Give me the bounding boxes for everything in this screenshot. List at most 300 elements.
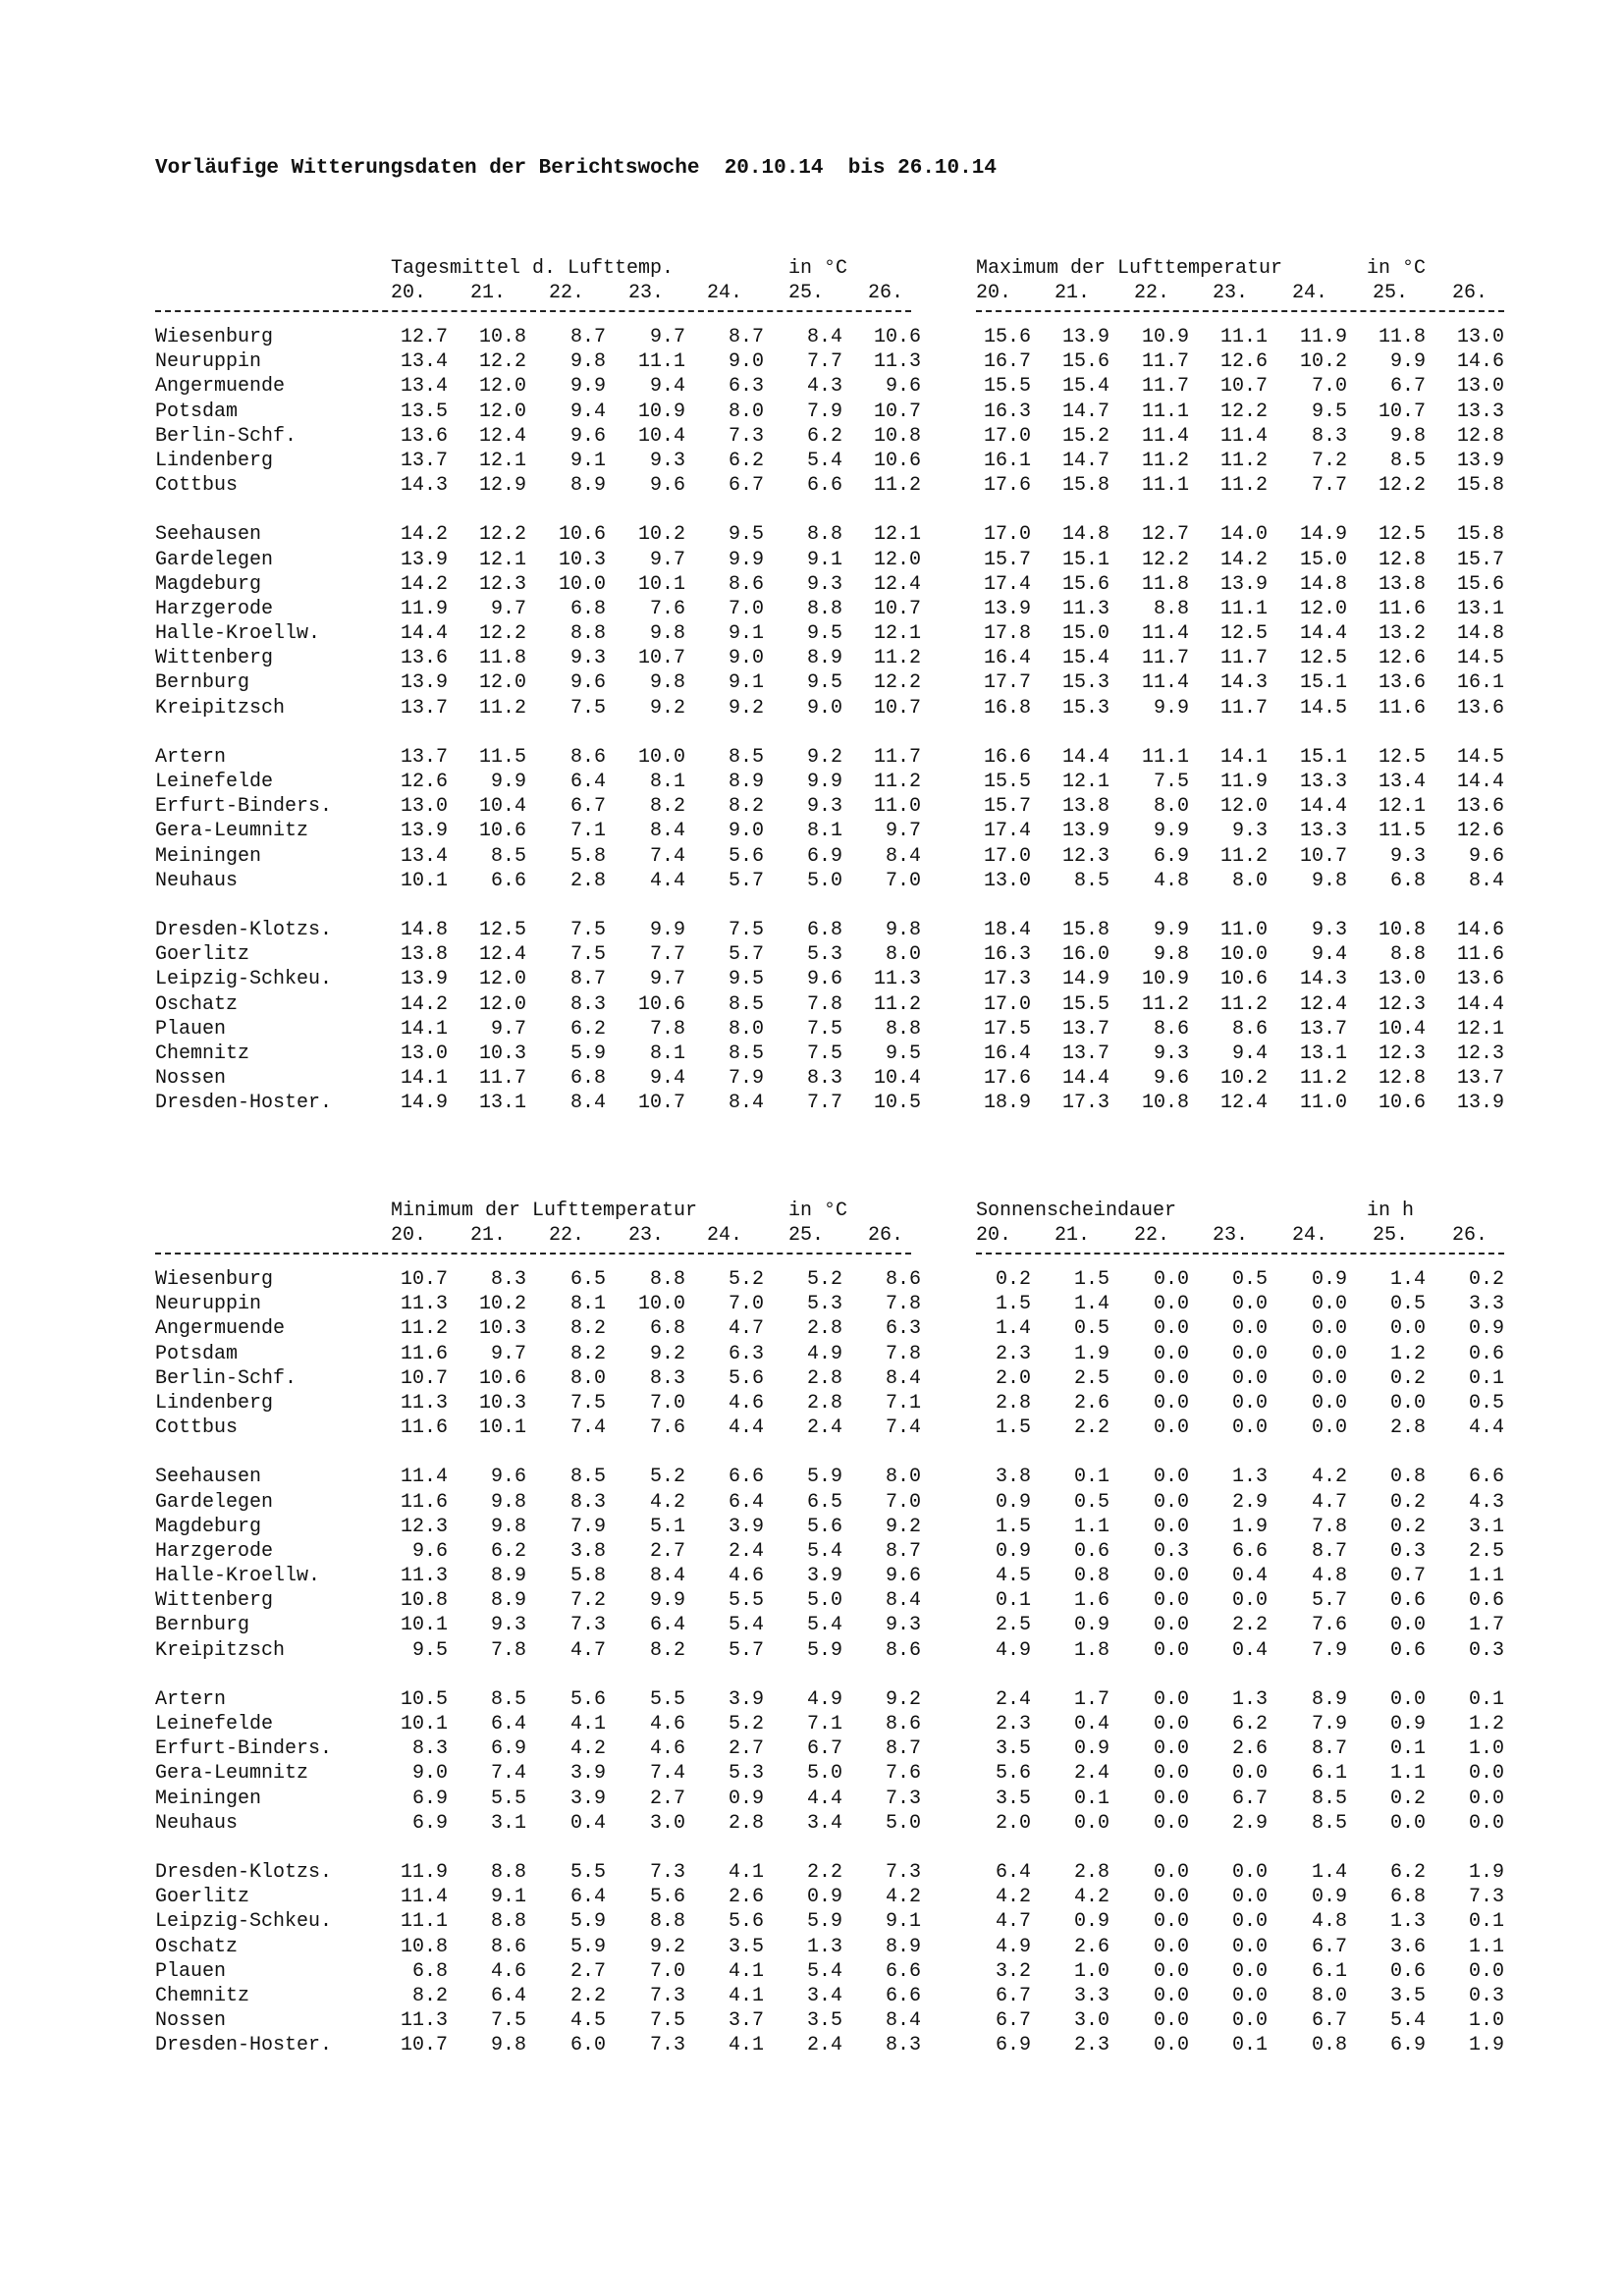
table-row xyxy=(155,1565,1510,1589)
value-cell-left: 10.9 xyxy=(637,400,685,423)
value-cell-left: 12.4 xyxy=(873,572,921,596)
value-cell-left: 9.8 xyxy=(569,350,606,374)
value-cell-left: 6.3 xyxy=(885,1317,921,1341)
value-cell-left: 7.1 xyxy=(569,820,606,843)
value-cell-right: 8.5 xyxy=(1073,869,1109,892)
value-cell-right: 0.4 xyxy=(1073,1713,1109,1735)
value-cell-left: 4.2 xyxy=(885,1886,921,1909)
value-cell-left: 10.7 xyxy=(400,1366,448,1390)
value-cell-right: 0.6 xyxy=(1389,1589,1426,1613)
value-cell-right: 10.2 xyxy=(1219,1067,1268,1091)
value-cell-right: 0.0 xyxy=(1153,1391,1189,1415)
value-cell-right: 0.8 xyxy=(1311,2034,1347,2057)
header-titles xyxy=(155,257,1510,282)
value-cell-left: 2.4 xyxy=(806,2034,842,2057)
value-cell-right: 3.6 xyxy=(1389,1935,1426,1958)
value-cell-left: 3.7 xyxy=(728,2009,764,2033)
value-cell-left: 8.5 xyxy=(569,1466,606,1489)
value-cell-right: 10.2 xyxy=(1299,350,1347,374)
value-cell-right: 15.3 xyxy=(1061,671,1109,695)
value-cell-right: 0.0 xyxy=(1153,1638,1189,1662)
value-cell-right: 0.0 xyxy=(1153,1589,1189,1613)
value-cell-left: 4.4 xyxy=(806,1787,842,1810)
value-cell-left: 5.1 xyxy=(649,1515,685,1538)
value-cell-right: 11.8 xyxy=(1378,326,1426,348)
value-cell-left: 5.2 xyxy=(806,1268,842,1291)
value-cell-right: 0.0 xyxy=(1231,1886,1268,1909)
value-cell-left: 10.0 xyxy=(558,572,606,596)
station-name: Lindenberg xyxy=(155,449,274,472)
value-cell-right: 8.8 xyxy=(1153,597,1189,620)
header-titles xyxy=(155,1200,1510,1224)
value-cell-right: 0.2 xyxy=(1389,1490,1426,1514)
value-cell-left: 8.4 xyxy=(885,844,921,868)
value-cell-right: 2.6 xyxy=(1073,1391,1109,1415)
station-name: Neuruppin xyxy=(155,350,262,374)
value-cell-right: 11.9 xyxy=(1219,771,1268,793)
value-cell-right: 0.0 xyxy=(1153,1342,1189,1365)
value-cell-left: 7.0 xyxy=(885,1490,921,1514)
value-cell-left: 5.6 xyxy=(728,1910,764,1934)
header-days xyxy=(155,1224,1510,1249)
value-cell-right: 0.9 xyxy=(1073,1614,1109,1637)
value-cell-right: 16.4 xyxy=(983,1041,1031,1065)
value-cell-right: 11.3 xyxy=(1061,597,1109,620)
station-name: Wittenberg xyxy=(155,647,274,670)
value-cell-right: 2.0 xyxy=(995,1811,1031,1835)
station-group xyxy=(155,1466,1510,1664)
value-cell-left: 3.1 xyxy=(490,1811,526,1835)
value-cell-left: 9.6 xyxy=(490,1466,526,1489)
value-cell-left: 10.6 xyxy=(558,523,606,547)
value-cell-right: 11.2 xyxy=(1219,449,1268,472)
left-section-title: Minimum der Lufttemperatur xyxy=(391,1200,698,1222)
value-cell-left: 2.8 xyxy=(806,1317,842,1341)
station-name: Leipzig-Schkeu. xyxy=(155,1910,333,1934)
value-cell-right: 1.1 xyxy=(1073,1515,1109,1538)
value-cell-left: 5.9 xyxy=(569,1935,606,1958)
value-cell-left: 8.0 xyxy=(569,1366,606,1390)
value-cell-left: 10.1 xyxy=(400,1713,448,1735)
value-cell-left: 2.7 xyxy=(728,1737,764,1761)
value-cell-left: 8.8 xyxy=(806,523,842,547)
value-cell-left: 8.4 xyxy=(885,2009,921,2033)
value-cell-right: 0.3 xyxy=(1153,1539,1189,1563)
value-cell-right: 10.7 xyxy=(1378,400,1426,423)
value-cell-right: 0.0 xyxy=(1153,1268,1189,1291)
day-header-left: 26. xyxy=(868,282,904,304)
table-row xyxy=(155,450,1510,474)
value-cell-right: 0.0 xyxy=(1153,1416,1189,1440)
value-cell-left: 5.7 xyxy=(728,869,764,892)
station-group xyxy=(155,1861,1510,2059)
value-cell-left: 5.5 xyxy=(649,1687,685,1711)
value-cell-left: 2.6 xyxy=(728,1886,764,1909)
value-cell-right: 1.3 xyxy=(1231,1687,1268,1711)
value-cell-left: 7.6 xyxy=(649,597,685,620)
value-cell-left: 8.3 xyxy=(649,1366,685,1390)
value-cell-right: 14.1 xyxy=(1219,745,1268,769)
day-header-left: 22. xyxy=(549,282,585,304)
value-cell-left: 9.5 xyxy=(728,968,764,991)
value-cell-right: 1.4 xyxy=(1073,1293,1109,1316)
value-cell-right: 0.6 xyxy=(1073,1539,1109,1563)
right-section-unit: in h xyxy=(1367,1200,1415,1222)
value-cell-left: 11.2 xyxy=(873,647,921,670)
value-cell-left: 13.7 xyxy=(400,696,448,720)
station-name: Potsdam xyxy=(155,400,239,423)
value-cell-right: 4.9 xyxy=(995,1935,1031,1958)
value-cell-right: 2.4 xyxy=(995,1687,1031,1711)
value-cell-right: 0.0 xyxy=(1231,1935,1268,1958)
value-cell-right: 0.0 xyxy=(1231,1416,1268,1440)
value-cell-left: 10.7 xyxy=(873,400,921,423)
value-cell-left: 9.8 xyxy=(490,1490,526,1514)
value-cell-left: 5.4 xyxy=(806,449,842,472)
value-cell-left: 7.5 xyxy=(806,1017,842,1041)
value-cell-left: 8.7 xyxy=(885,1737,921,1761)
value-cell-right: 16.6 xyxy=(983,745,1031,769)
value-cell-left: 7.5 xyxy=(806,1041,842,1065)
value-cell-left: 12.9 xyxy=(478,474,526,498)
day-header-left: 21. xyxy=(470,1224,507,1247)
station-name: Seehausen xyxy=(155,1466,262,1489)
value-cell-left: 9.7 xyxy=(885,820,921,843)
value-cell-right: 8.7 xyxy=(1311,1539,1347,1563)
value-cell-right: 12.5 xyxy=(1219,622,1268,646)
value-cell-right: 0.0 xyxy=(1389,1391,1426,1415)
value-cell-right: 7.8 xyxy=(1311,1515,1347,1538)
value-cell-left: 8.9 xyxy=(728,771,764,793)
value-cell-right: 12.0 xyxy=(1219,795,1268,819)
value-cell-left: 6.3 xyxy=(728,1342,764,1365)
value-cell-right: 2.0 xyxy=(995,1366,1031,1390)
value-cell-left: 6.4 xyxy=(569,1886,606,1909)
value-cell-left: 9.6 xyxy=(885,375,921,399)
value-cell-left: 7.1 xyxy=(806,1713,842,1735)
value-cell-left: 12.2 xyxy=(873,671,921,695)
day-header-left: 24. xyxy=(707,282,743,304)
value-cell-right: 4.8 xyxy=(1153,869,1189,892)
value-cell-right: 11.1 xyxy=(1141,745,1189,769)
value-cell-left: 10.0 xyxy=(637,1293,685,1316)
value-cell-right: 9.4 xyxy=(1231,1041,1268,1065)
value-cell-left: 10.0 xyxy=(637,745,685,769)
value-cell-left: 2.8 xyxy=(806,1366,842,1390)
value-cell-left: 12.0 xyxy=(478,375,526,399)
value-cell-right: 2.9 xyxy=(1231,1811,1268,1835)
value-cell-right: 13.1 xyxy=(1456,597,1504,620)
value-cell-right: 2.8 xyxy=(1073,1860,1109,1884)
value-cell-left: 2.7 xyxy=(649,1539,685,1563)
value-cell-right: 14.9 xyxy=(1061,968,1109,991)
day-header-right: 20. xyxy=(976,1224,1012,1247)
value-cell-right: 1.9 xyxy=(1231,1515,1268,1538)
value-cell-right: 13.6 xyxy=(1378,671,1426,695)
value-cell-right: 11.2 xyxy=(1219,844,1268,868)
value-cell-left: 5.6 xyxy=(728,844,764,868)
value-cell-left: 9.9 xyxy=(728,548,764,571)
value-cell-left: 7.6 xyxy=(885,1762,921,1786)
value-cell-left: 6.3 xyxy=(728,375,764,399)
value-cell-left: 8.9 xyxy=(806,647,842,670)
value-cell-right: 8.9 xyxy=(1311,1687,1347,1711)
value-cell-left: 13.5 xyxy=(400,400,448,423)
value-cell-left: 3.9 xyxy=(569,1787,606,1810)
value-cell-left: 7.0 xyxy=(728,1293,764,1316)
value-cell-right: 9.5 xyxy=(1311,400,1347,423)
value-cell-left: 3.5 xyxy=(728,1935,764,1958)
value-cell-left: 4.6 xyxy=(649,1713,685,1735)
value-cell-right: 6.9 xyxy=(1389,2034,1426,2057)
station-group xyxy=(155,326,1510,499)
value-cell-right: 8.0 xyxy=(1153,795,1189,819)
value-cell-right: 9.4 xyxy=(1311,943,1347,967)
value-cell-right: 14.0 xyxy=(1219,523,1268,547)
value-cell-right: 10.8 xyxy=(1378,918,1426,941)
value-cell-right: 12.1 xyxy=(1061,771,1109,793)
value-cell-left: 7.3 xyxy=(649,2034,685,2057)
value-cell-right: 8.5 xyxy=(1311,1811,1347,1835)
value-cell-left: 5.0 xyxy=(885,1811,921,1835)
value-cell-right: 7.9 xyxy=(1311,1638,1347,1662)
value-cell-left: 8.3 xyxy=(885,2034,921,2057)
value-cell-left: 4.3 xyxy=(806,375,842,399)
value-cell-left: 6.4 xyxy=(490,1984,526,2007)
value-cell-left: 11.3 xyxy=(400,1391,448,1415)
day-header-right: 20. xyxy=(976,282,1012,304)
value-cell-right: 8.4 xyxy=(1468,869,1504,892)
value-cell-right: 13.7 xyxy=(1061,1017,1109,1041)
value-cell-right: 0.0 xyxy=(1153,1713,1189,1735)
value-cell-right: 8.7 xyxy=(1311,1737,1347,1761)
value-cell-right: 4.9 xyxy=(995,1638,1031,1662)
value-cell-left: 9.6 xyxy=(569,424,606,448)
value-cell-right: 0.5 xyxy=(1389,1293,1426,1316)
value-cell-left: 9.2 xyxy=(885,1515,921,1538)
value-cell-left: 9.9 xyxy=(490,771,526,793)
value-cell-left: 7.2 xyxy=(569,1589,606,1613)
value-cell-right: 3.3 xyxy=(1468,1293,1504,1316)
table-row xyxy=(155,1392,1510,1416)
value-cell-right: 15.8 xyxy=(1456,523,1504,547)
value-cell-left: 9.6 xyxy=(885,1565,921,1588)
value-cell-left: 14.1 xyxy=(400,1067,448,1091)
value-cell-left: 10.8 xyxy=(400,1935,448,1958)
value-cell-right: 0.1 xyxy=(1468,1910,1504,1934)
value-cell-right: 13.6 xyxy=(1456,795,1504,819)
value-cell-left: 12.1 xyxy=(478,548,526,571)
table-row xyxy=(155,647,1510,671)
value-cell-left: 8.4 xyxy=(806,326,842,348)
value-cell-left: 4.1 xyxy=(569,1713,606,1735)
value-cell-right: 0.0 xyxy=(1153,1293,1189,1316)
value-cell-right: 16.3 xyxy=(983,943,1031,967)
value-cell-left: 4.9 xyxy=(806,1687,842,1711)
value-cell-left: 3.0 xyxy=(649,1811,685,1835)
value-cell-right: 12.5 xyxy=(1378,523,1426,547)
value-cell-left: 12.2 xyxy=(478,622,526,646)
station-name: Wittenberg xyxy=(155,1589,274,1613)
value-cell-left: 5.4 xyxy=(806,1614,842,1637)
value-cell-left: 10.6 xyxy=(873,326,921,348)
value-cell-right: 0.5 xyxy=(1468,1391,1504,1415)
value-cell-right: 0.0 xyxy=(1153,2009,1189,2033)
value-cell-left: 4.6 xyxy=(490,1959,526,1983)
value-cell-left: 8.3 xyxy=(569,1490,606,1514)
value-cell-left: 7.3 xyxy=(728,424,764,448)
value-cell-left: 11.2 xyxy=(873,474,921,498)
value-cell-right: 13.0 xyxy=(983,869,1031,892)
table-row xyxy=(155,968,1510,992)
value-cell-right: 6.4 xyxy=(995,1860,1031,1884)
value-cell-left: 9.1 xyxy=(490,1886,526,1909)
value-cell-left: 7.8 xyxy=(885,1293,921,1316)
value-cell-left: 6.4 xyxy=(728,1490,764,1514)
value-cell-right: 0.0 xyxy=(1231,1984,1268,2007)
value-cell-left: 12.0 xyxy=(873,548,921,571)
station-name: Cottbus xyxy=(155,1416,239,1440)
value-cell-right: 1.4 xyxy=(1389,1268,1426,1291)
value-cell-left: 9.0 xyxy=(411,1762,448,1786)
value-cell-right: 0.1 xyxy=(1231,2034,1268,2057)
value-cell-right: 6.6 xyxy=(1231,1539,1268,1563)
value-cell-right: 6.1 xyxy=(1311,1762,1347,1786)
table-row xyxy=(155,671,1510,696)
value-cell-right: 0.0 xyxy=(1153,1490,1189,1514)
day-header-left: 24. xyxy=(707,1224,743,1247)
value-cell-left: 5.0 xyxy=(806,869,842,892)
value-cell-right: 9.8 xyxy=(1389,424,1426,448)
value-cell-left: 10.1 xyxy=(400,869,448,892)
value-cell-right: 0.0 xyxy=(1468,1762,1504,1786)
value-cell-right: 6.2 xyxy=(1231,1713,1268,1735)
value-cell-left: 10.3 xyxy=(478,1041,526,1065)
value-cell-right: 11.2 xyxy=(1141,449,1189,472)
value-cell-left: 6.2 xyxy=(806,424,842,448)
value-cell-left: 1.3 xyxy=(806,1935,842,1958)
value-cell-right: 13.7 xyxy=(1299,1017,1347,1041)
value-cell-left: 5.9 xyxy=(569,1041,606,1065)
value-cell-left: 11.3 xyxy=(400,2009,448,2033)
value-cell-left: 6.8 xyxy=(569,1067,606,1091)
value-cell-left: 14.1 xyxy=(400,1017,448,1041)
value-cell-right: 14.3 xyxy=(1219,671,1268,695)
value-cell-right: 9.3 xyxy=(1153,1041,1189,1065)
value-cell-left: 10.4 xyxy=(478,795,526,819)
value-cell-right: 13.9 xyxy=(1061,326,1109,348)
value-cell-right: 14.4 xyxy=(1061,1067,1109,1091)
station-name: Wiesenburg xyxy=(155,1268,274,1291)
value-cell-left: 14.3 xyxy=(400,474,448,498)
report-title: Vorläufige Witterungsdaten der Berichtswoche 20.10.14 bis 26.10.14 xyxy=(155,157,997,180)
left-section-unit: in °C xyxy=(788,1200,848,1222)
value-cell-right: 1.0 xyxy=(1468,2009,1504,2033)
value-cell-right: 0.9 xyxy=(1311,1268,1347,1291)
value-cell-left: 9.4 xyxy=(649,375,685,399)
value-cell-right: 1.5 xyxy=(995,1416,1031,1440)
value-cell-left: 8.1 xyxy=(806,820,842,843)
value-cell-right: 13.9 xyxy=(1219,572,1268,596)
station-group xyxy=(155,919,1510,1117)
value-cell-left: 4.7 xyxy=(728,1317,764,1341)
station-name: Erfurt-Binders. xyxy=(155,795,333,819)
value-cell-right: 12.5 xyxy=(1299,647,1347,670)
value-cell-left: 7.3 xyxy=(649,1860,685,1884)
value-cell-right: 0.0 xyxy=(1153,1614,1189,1637)
value-cell-right: 10.6 xyxy=(1378,1092,1426,1115)
value-cell-left: 0.9 xyxy=(728,1787,764,1810)
value-cell-left: 10.4 xyxy=(637,424,685,448)
value-cell-right: 14.6 xyxy=(1456,350,1504,374)
value-cell-left: 7.4 xyxy=(649,844,685,868)
value-cell-right: 11.6 xyxy=(1456,943,1504,967)
value-cell-left: 6.0 xyxy=(569,2034,606,2057)
value-cell-right: 9.6 xyxy=(1468,844,1504,868)
station-group xyxy=(155,523,1510,721)
value-cell-left: 3.5 xyxy=(806,2009,842,2033)
table-row xyxy=(155,326,1510,350)
value-cell-right: 3.0 xyxy=(1073,2009,1109,2033)
value-cell-left: 8.8 xyxy=(490,1860,526,1884)
table-row xyxy=(155,1688,1510,1713)
value-cell-left: 9.5 xyxy=(728,523,764,547)
value-cell-right: 0.0 xyxy=(1311,1317,1347,1341)
value-cell-right: 7.5 xyxy=(1153,771,1189,793)
value-cell-right: 13.9 xyxy=(1061,820,1109,843)
value-cell-left: 10.2 xyxy=(637,523,685,547)
value-cell-left: 6.8 xyxy=(806,918,842,941)
value-cell-right: 7.3 xyxy=(1468,1886,1504,1909)
value-cell-right: 12.6 xyxy=(1456,820,1504,843)
value-cell-right: 2.6 xyxy=(1073,1935,1109,1958)
value-cell-right: 11.1 xyxy=(1141,474,1189,498)
station-name: Dresden-Klotzs. xyxy=(155,1860,333,1884)
value-cell-left: 7.5 xyxy=(649,2009,685,2033)
value-cell-left: 7.3 xyxy=(649,1984,685,2007)
station-name: Potsdam xyxy=(155,1342,239,1365)
value-cell-right: 0.0 xyxy=(1231,1366,1268,1390)
table-row xyxy=(155,400,1510,425)
value-cell-right: 17.0 xyxy=(983,523,1031,547)
value-cell-left: 11.7 xyxy=(478,1067,526,1091)
value-cell-left: 7.4 xyxy=(885,1416,921,1440)
value-cell-left: 4.4 xyxy=(649,869,685,892)
value-cell-right: 15.1 xyxy=(1299,671,1347,695)
value-cell-right: 0.0 xyxy=(1153,1737,1189,1761)
value-cell-right: 0.0 xyxy=(1153,1762,1189,1786)
value-cell-right: 0.0 xyxy=(1311,1366,1347,1390)
value-cell-right: 1.5 xyxy=(995,1293,1031,1316)
station-name: Seehausen xyxy=(155,523,262,547)
value-cell-right: 10.7 xyxy=(1219,375,1268,399)
station-name: Halle-Kroellw. xyxy=(155,622,321,646)
value-cell-right: 4.4 xyxy=(1468,1416,1504,1440)
value-cell-left: 6.4 xyxy=(490,1713,526,1735)
value-cell-right: 13.0 xyxy=(1456,326,1504,348)
value-cell-left: 12.5 xyxy=(478,918,526,941)
value-cell-right: 6.7 xyxy=(995,2009,1031,2033)
value-cell-right: 9.9 xyxy=(1153,918,1189,941)
value-cell-right: 13.9 xyxy=(983,597,1031,620)
value-cell-left: 2.8 xyxy=(806,1391,842,1415)
value-cell-right: 7.6 xyxy=(1311,1614,1347,1637)
value-cell-left: 8.4 xyxy=(649,1565,685,1588)
value-cell-right: 13.1 xyxy=(1299,1041,1347,1065)
value-cell-left: 9.3 xyxy=(806,795,842,819)
value-cell-left: 8.3 xyxy=(569,992,606,1016)
value-cell-right: 6.6 xyxy=(1468,1466,1504,1489)
